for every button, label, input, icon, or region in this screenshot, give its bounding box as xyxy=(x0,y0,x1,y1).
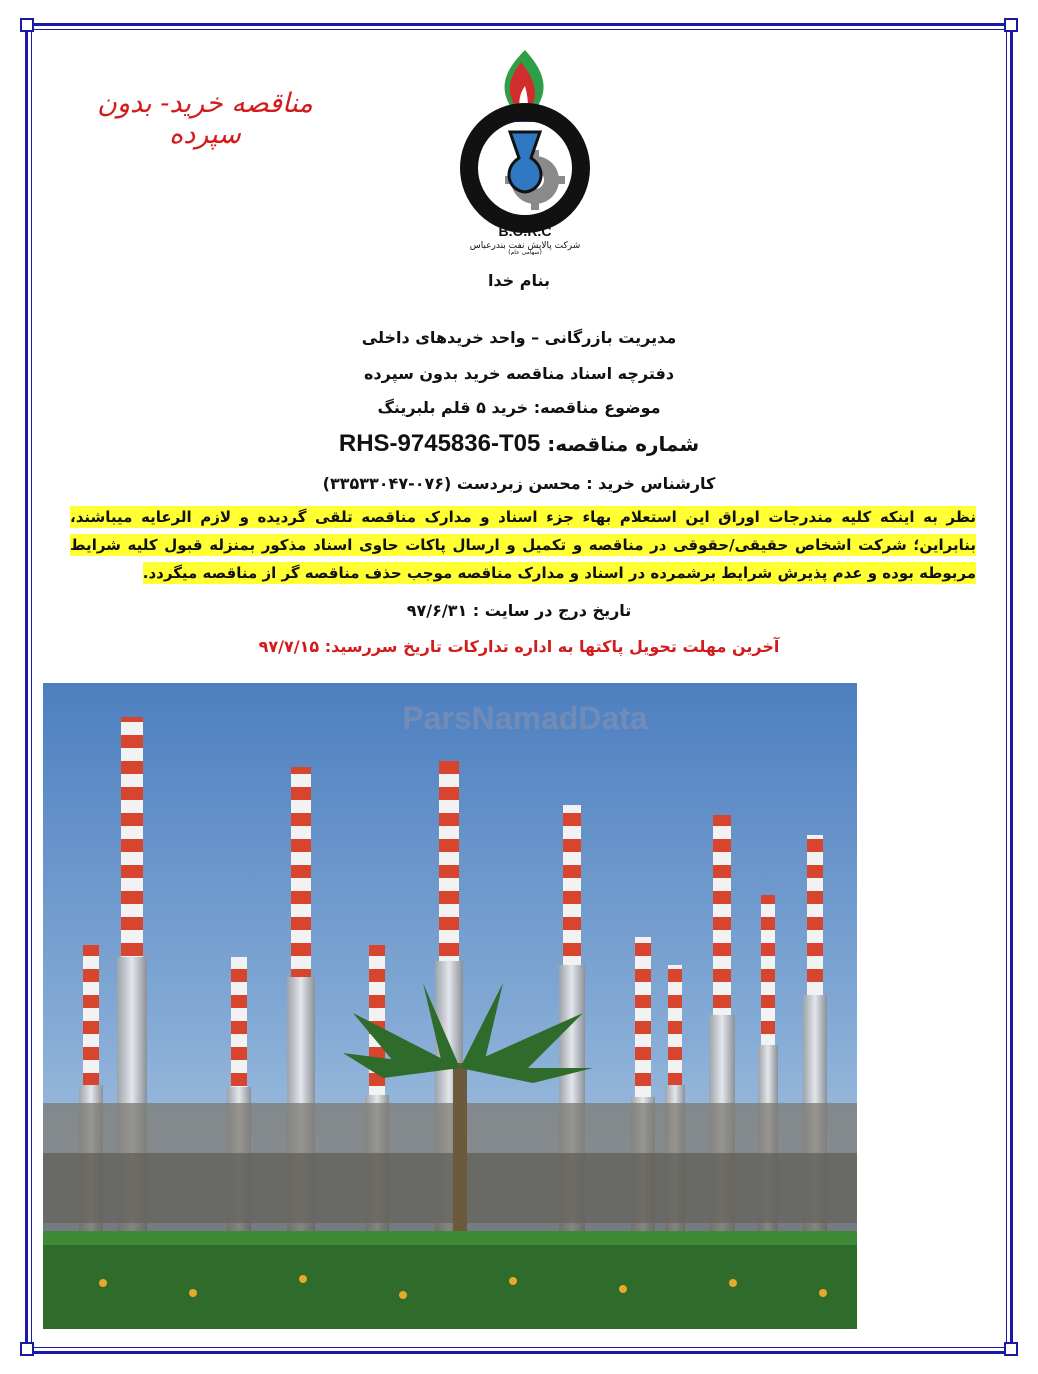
tender-subject: موضوع مناقصه: خرید ۵ قلم بلبرینگ xyxy=(377,398,661,417)
tender-type-stamp: مناقصه خرید- بدون سپرده xyxy=(97,88,313,150)
svg-text:شرکت پالایش نفت بندرعباس: شرکت پالایش نفت بندرعباس xyxy=(469,241,581,251)
tender-number xyxy=(0,430,1038,458)
tender-number-value: RHS-9745836-T05 xyxy=(338,430,541,457)
watermark-brand: ParsNamadData xyxy=(402,700,648,736)
department-title: مدیریت بازرگانی – واحد خریدهای داخلی xyxy=(361,328,677,347)
purchase-expert: کارشناس خرید : محسن زبردست (۰۷۶-۳۳۵۳۳۰۴۷) xyxy=(322,474,716,493)
border-corner xyxy=(1004,18,1018,32)
border-corner xyxy=(20,1342,34,1356)
borc-logo xyxy=(435,40,615,255)
site-post-date: تاریخ درج در سایت : ۹۷/۶/۳۱ xyxy=(406,601,632,620)
border-corner xyxy=(20,18,34,32)
svg-text:(سهامی عام): (سهامی عام) xyxy=(508,249,542,255)
notice-paragraph-text: نظر به اینکه کلیه مندرجات اوراق این استعلام بهاء جزء اسناد و مدارک مناقصه تلقی گردیده و لازم الرعایه میباشند، بنابراین؛ شرکت اشخاص حقیقی/حقوقی در مناقصه و تکمیل و ارسال پاکات حاوی اسناد مذکور بمنزله قبول کلیه شرایط مربوطه بوده و عدم پذیرش شرایط برشمرده در اسناد و مدارک مناقصه موجب حذف مناقصه گر از مناقصه میگردد. xyxy=(70,508,976,582)
booklet-title: دفترچه اسناد مناقصه خرید بدون سپرده xyxy=(363,364,675,383)
refinery-photo xyxy=(43,683,857,1329)
notice-paragraph xyxy=(70,503,976,587)
border-corner xyxy=(1004,1342,1018,1356)
svg-text:B.O.R.C: B.O.R.C xyxy=(498,223,552,239)
submission-deadline: آخرین مهلت تحویل پاکتها به اداره تدارکات تاریخ سررسید: ۹۷/۷/۱۵ xyxy=(258,637,780,656)
bename-khoda: بنام خدا xyxy=(487,271,551,290)
tender-number-label: شماره مناقصه: xyxy=(547,432,700,456)
